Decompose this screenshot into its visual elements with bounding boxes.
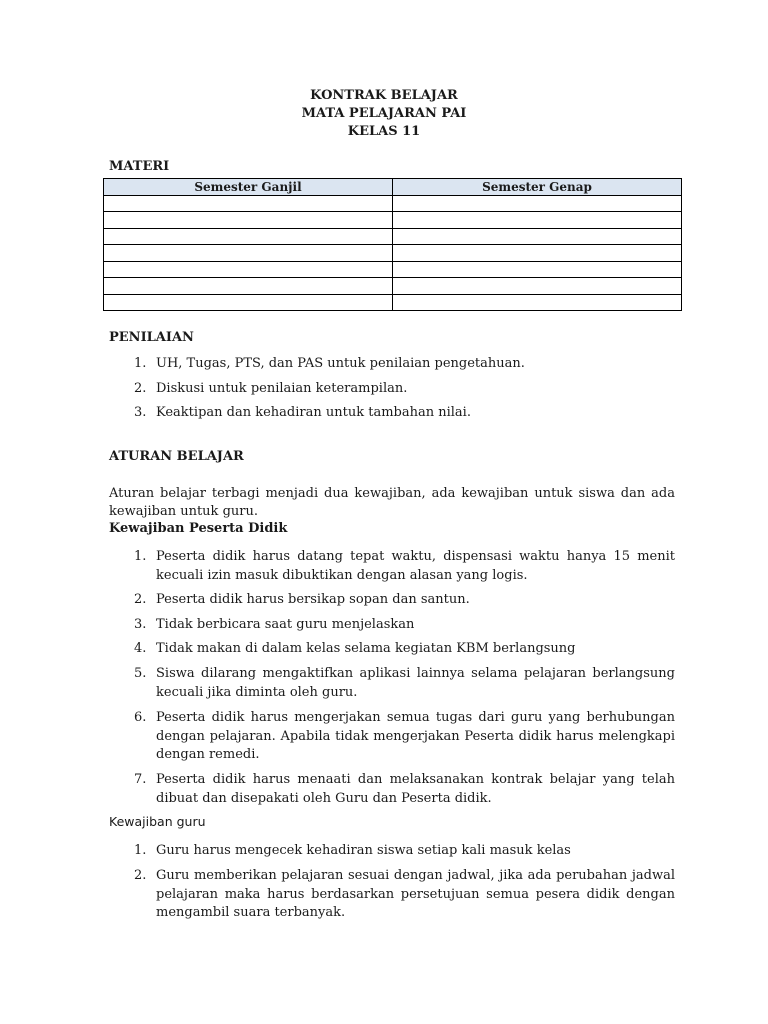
column-header-semester-ganjil: Semester Ganjil [104, 179, 393, 196]
list-item-text: Guru harus mengecek kehadiran siswa setiap kali masuk kelas [156, 843, 571, 858]
materi-table-header-row [104, 179, 682, 196]
materi-table-row [104, 212, 682, 229]
aturan-belajar-intro: Aturan belajar terbagi menjadi dua kewajiban, ada kewajiban untuk siswa dan ada kewajiban untuk guru. [109, 486, 675, 519]
list-item-number: 3. [134, 405, 147, 420]
cell-semester-ganjil [104, 212, 393, 229]
materi-table-row [104, 195, 682, 212]
kewajiban-guru-item [134, 867, 675, 923]
kewajiban-peserta-didik-item [134, 616, 675, 635]
kewajiban-peserta-didik-heading: Kewajiban Peserta Didik [109, 521, 288, 536]
list-item-text: Tidak makan di dalam kelas selama kegiatan KBM berlangsung [156, 641, 576, 656]
list-item-number: 2. [134, 592, 147, 607]
kewajiban-guru-heading: Kewajiban guru [109, 814, 206, 829]
kewajiban-peserta-didik-item [134, 771, 675, 808]
cell-semester-genap [393, 261, 682, 278]
list-item-number: 2. [134, 868, 147, 883]
list-item-text: Siswa dilarang mengaktifkan aplikasi lainnya selama pelajaran berlangsung kecuali jika diminta oleh guru. [156, 666, 675, 700]
document-title-line-2: MATA PELAJARAN PAI [301, 106, 467, 121]
list-item-text: Peserta didik harus bersikap sopan dan santun. [156, 592, 470, 607]
materi-table-row [104, 261, 682, 278]
materi-table-row [104, 228, 682, 245]
cell-semester-genap [393, 294, 682, 311]
penilaian-list-item [134, 404, 675, 423]
list-item-text: Peserta didik harus mengerjakan semua tugas dari guru yang berhubungan dengan pelajaran. Apabila tidak mengerjakan Peserta didik harus melengkapi dengan remedi. [156, 710, 675, 762]
cell-semester-ganjil [104, 294, 393, 311]
kewajiban-peserta-didik-item [134, 591, 675, 610]
cell-semester-ganjil [104, 261, 393, 278]
list-item-number: 6. [134, 710, 147, 725]
column-header-semester-genap: Semester Genap [393, 179, 682, 196]
kewajiban-peserta-didik-item [134, 709, 675, 765]
kewajiban-guru-item [134, 842, 675, 861]
materi-table [103, 178, 682, 311]
materi-table-row [104, 245, 682, 262]
kewajiban-peserta-didik-item [134, 548, 675, 585]
cell-semester-genap [393, 228, 682, 245]
aturan-belajar-heading: ATURAN BELAJAR [109, 449, 244, 464]
cell-semester-ganjil [104, 195, 393, 212]
list-item-number: 1. [134, 356, 147, 371]
cell-semester-ganjil [104, 245, 393, 262]
penilaian-list-item [134, 380, 675, 399]
list-item-number: 1. [134, 549, 147, 564]
penilaian-list-item [134, 355, 675, 374]
list-item-text: Tidak berbicara saat guru menjelaskan [156, 617, 415, 632]
list-item-number: 7. [134, 772, 147, 787]
list-item-text: Diskusi untuk penilaian keterampilan. [156, 381, 408, 396]
kewajiban-peserta-didik-item [134, 665, 675, 702]
cell-semester-genap [393, 278, 682, 295]
materi-heading: MATERI [109, 159, 170, 174]
cell-semester-genap [393, 195, 682, 212]
materi-table-body [104, 195, 682, 311]
document-title-line-3: KELAS 11 [347, 124, 421, 139]
list-item-text: Peserta didik harus datang tepat waktu, dispensasi waktu hanya 15 menit kecuali izin masuk dibuktikan dengan alasan yang logis. [156, 549, 675, 583]
list-item-number: 4. [134, 641, 147, 656]
list-item-text: UH, Tugas, PTS, dan PAS untuk penilaian pengetahuan. [156, 356, 525, 371]
list-item-text: Keaktipan dan kehadiran untuk tambahan nilai. [156, 405, 471, 420]
kewajiban-peserta-didik-item [134, 640, 675, 659]
list-item-number: 1. [134, 843, 147, 858]
document-title-line-1: KONTRAK BELAJAR [310, 88, 458, 103]
list-item-text: Guru memberikan pelajaran sesuai dengan jadwal, jika ada perubahan jadwal pelajaran maka harus berdasarkan persetujuan semua pesera didik dengan mengambil suara terbanyak. [156, 868, 675, 920]
list-item-number: 5. [134, 666, 147, 681]
cell-semester-genap [393, 212, 682, 229]
cell-semester-ganjil [104, 228, 393, 245]
cell-semester-genap [393, 245, 682, 262]
materi-table-row [104, 294, 682, 311]
list-item-text: Peserta didik harus menaati dan melaksanakan kontrak belajar yang telah dibuat dan disepakati oleh Guru dan Peserta didik. [156, 772, 675, 806]
list-item-number: 3. [134, 617, 147, 632]
materi-table-row [104, 278, 682, 295]
list-item-number: 2. [134, 381, 147, 396]
cell-semester-ganjil [104, 278, 393, 295]
penilaian-heading: PENILAIAN [109, 330, 194, 345]
